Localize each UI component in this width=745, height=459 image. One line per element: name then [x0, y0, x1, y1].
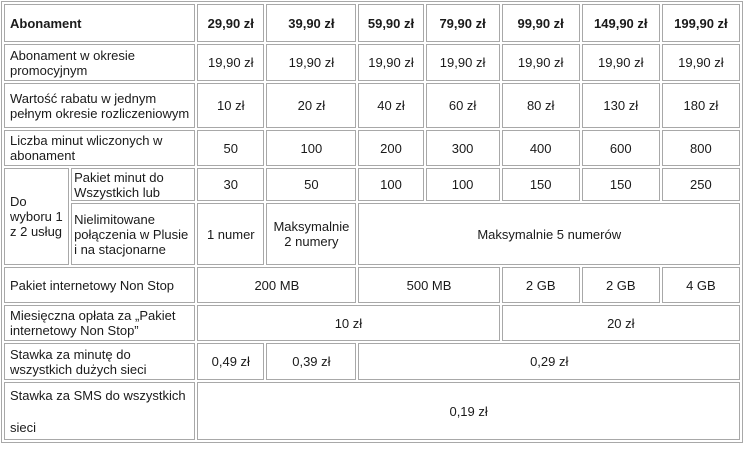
price-cell: 29,90 zł: [197, 4, 264, 42]
discount-cell: 20 zł: [266, 83, 356, 128]
promo-cell: 19,90 zł: [358, 44, 423, 81]
sms-rate-label-gap: [10, 403, 192, 420]
internet-fee-label: Miesięczna opłata za „Pakiet internetowy Non Stop”: [4, 305, 195, 341]
choice-option2-cell: Maksymalnie 2 numery: [266, 203, 356, 265]
price-cell: 149,90 zł: [582, 4, 660, 42]
promo-cell: 19,90 zł: [582, 44, 660, 81]
minutes-cell: 300: [426, 130, 500, 166]
internet-cell: 4 GB: [662, 267, 740, 303]
minutes-cell: 600: [582, 130, 660, 166]
internet-cell: 2 GB: [502, 267, 580, 303]
choice-option1-cell: 100: [358, 168, 423, 201]
discount-cell: 10 zł: [197, 83, 264, 128]
promo-row: [4, 44, 740, 81]
choice-option1-cell: 100: [426, 168, 500, 201]
minute-rate-cell: 0,29 zł: [358, 343, 740, 380]
promo-cell: 19,90 zł: [502, 44, 580, 81]
discount-cell: 80 zł: [502, 83, 580, 128]
discount-cell: 130 zł: [582, 83, 660, 128]
choice-option2-label: Nielimitowane połączenia w Plusie i na stacjonarne: [71, 203, 195, 265]
discount-cell: 180 zł: [662, 83, 740, 128]
internet-fee-cell: 10 zł: [197, 305, 499, 341]
choice-option1-label: Pakiet minut do Wszystkich lub: [71, 168, 195, 201]
sms-rate-label-top: Stawka za SMS do wszystkich: [10, 387, 186, 403]
internet-cell: 2 GB: [582, 267, 660, 303]
promo-cell: 19,90 zł: [426, 44, 500, 81]
minute-rate-row: [4, 343, 740, 380]
promo-cell: 19,90 zł: [266, 44, 356, 81]
discount-cell: 60 zł: [426, 83, 500, 128]
internet-row: [4, 267, 740, 303]
minutes-cell: 100: [266, 130, 356, 166]
minute-rate-label: Stawka za minutę do wszystkich dużych sieci: [4, 343, 195, 380]
minutes-cell: 400: [502, 130, 580, 166]
choice-option1-cell: 30: [197, 168, 264, 201]
sms-rate-label-bottom: sieci: [10, 419, 37, 435]
minutes-row: [4, 130, 740, 166]
price-cell: 39,90 zł: [266, 4, 356, 42]
promo-label: Abonament w okresie promocyjnym: [4, 44, 195, 81]
internet-cell: 500 MB: [358, 267, 499, 303]
price-cell: 59,90 zł: [358, 4, 423, 42]
internet-cell: 200 MB: [197, 267, 356, 303]
minutes-cell: 800: [662, 130, 740, 166]
choice-option2-cell: 1 numer: [197, 203, 264, 265]
choice-label: Do wyboru 1 z 2 usług: [4, 168, 69, 265]
minutes-cell: 50: [197, 130, 264, 166]
sms-rate-label: [4, 382, 195, 440]
promo-cell: 19,90 zł: [197, 44, 264, 81]
choice-row-minutes: [4, 168, 740, 201]
header-label: Abonament: [4, 4, 195, 42]
internet-fee-cell: 20 zł: [502, 305, 740, 341]
minutes-cell: 200: [358, 130, 423, 166]
choice-option1-cell: 50: [266, 168, 356, 201]
tariff-table: [1, 1, 743, 443]
discount-label: Wartość rabatu w jednym pełnym okresie rozliczeniowym: [4, 83, 195, 128]
promo-cell: 19,90 zł: [662, 44, 740, 81]
minutes-label: Liczba minut wliczonych w abonament: [4, 130, 195, 166]
price-cell: 199,90 zł: [662, 4, 740, 42]
header-row: [4, 4, 740, 42]
discount-cell: 40 zł: [358, 83, 423, 128]
choice-option2-cell: Maksymalnie 5 numerów: [358, 203, 740, 265]
choice-option1-cell: 150: [502, 168, 580, 201]
minute-rate-cell: 0,49 zł: [197, 343, 264, 380]
sms-rate-cell: 0,19 zł: [197, 382, 740, 440]
internet-label: Pakiet internetowy Non Stop: [4, 267, 195, 303]
minute-rate-cell: 0,39 zł: [266, 343, 356, 380]
choice-option1-cell: 250: [662, 168, 740, 201]
discount-row: [4, 83, 740, 128]
choice-row-unlimited: [4, 203, 740, 265]
choice-option1-cell: 150: [582, 168, 660, 201]
price-cell: 99,90 zł: [502, 4, 580, 42]
internet-fee-row: [4, 305, 740, 341]
sms-rate-row: [4, 382, 740, 440]
price-cell: 79,90 zł: [426, 4, 500, 42]
